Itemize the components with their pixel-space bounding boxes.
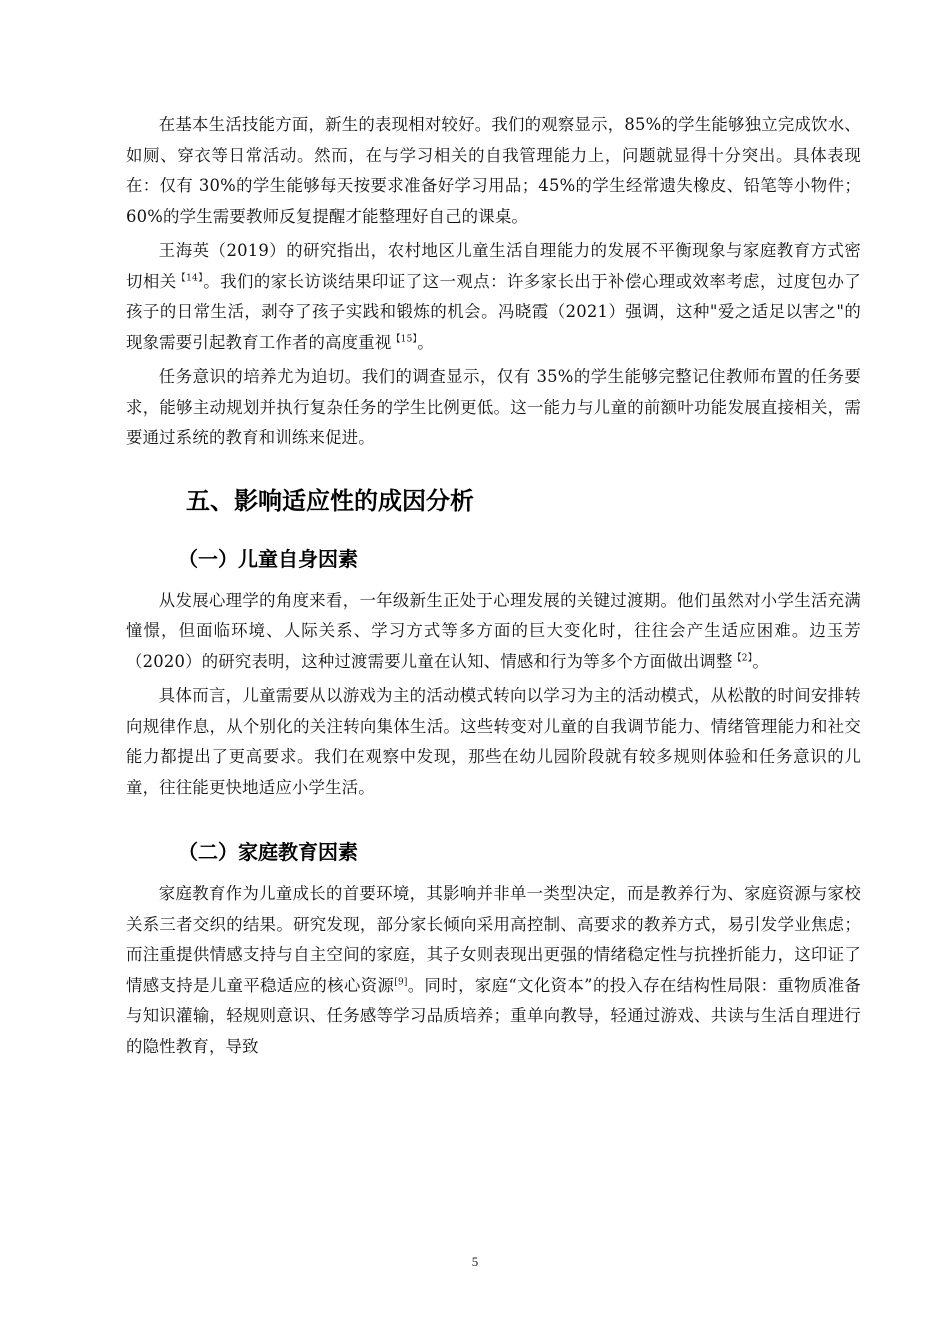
page-body: [126, 110, 861, 1066]
paragraph-text: 。同时，家庭“文化资本”的投入存在结构性局限：重物质准备与知识灌输，轻规则意识、任务感等学习品质培养；重单向教导，轻通过游戏、共读与生活自理进行的隐性教育，导致: [126, 975, 862, 1056]
paragraph-family-education: [126, 879, 861, 1062]
paragraph-text: 从发展心理学的角度来看，一年级新生正处于心理发展的关键过渡期。他们虽然对小学生活充满憧憬，但面临环境、人际关系、学习方式等多方面的巨大变化时，往往会产生适应困难。边玉芳（2020）的研究表明，这种过渡需要儿童在认知、情感和行为等多个方面做出调整: [126, 590, 861, 671]
paragraph-text: 家庭教育作为儿童成长的首要环境，其影响并非单一类型决定，而是教养行为、家庭资源与家校关系三者交织的结果。研究发现，部分家长倾向采用高控制、高要求的教养方式，易引发学业焦虑；而注重提供情感支持与自主空间的家庭，其子女则表现出更强的情绪稳定性与抗挫折能力，这印证了情感支持是儿童平稳适应的核心资源: [126, 884, 861, 995]
page-number: 5: [471, 1254, 479, 1269]
paragraph-text: 。: [752, 651, 770, 671]
subsection-heading-child-factors: （一）儿童自身因素: [178, 546, 358, 571]
citation-14: 【14】: [176, 273, 204, 284]
paragraph-text: 。我们的家长访谈结果印证了这一观点：许多家长出于补偿心理或效率考虑，过度包办了孩子的日常生活，剥夺了孩子实践和锻炼的机会。冯晓霞（2021）强调，这种"爱之适足以害之"的现象需要引起教育工作者的高度重视: [126, 271, 861, 352]
citation-2: 【2】: [732, 653, 753, 664]
paragraph-text: 王海英（2019）的研究指出，农村地区儿童生活自理能力的发展不平衡现象与家庭教育方式密切相关: [126, 241, 861, 291]
section-heading-5: 五、影响适应性的成因分析: [186, 486, 474, 515]
subsection-heading-family-factors: （二）家庭教育因素: [178, 840, 358, 864]
paragraph-text: 在基本生活技能方面，新生的表现相对较好。我们的观察显示，85%的学生能够独立完成饮水、如厕、穿衣等日常活动。然而，在与学习相关的自我管理能力上，问题就显得十分突出。具体表现在：仅有 30%的学生能够每天按要求准备好学习用品；45%的学生经常遗失橡皮、铅笔等小物件；60%的学生需要教师反复提醒才能整理好自己的课桌。: [126, 115, 861, 226]
paragraph-text: 具体而言，儿童需要从以游戏为主的活动模式转向以学习为主的活动模式，从松散的时间安排转向规律作息，从个别化的关注转向集体生活。这些转变对儿童的自我调节能力、情绪管理能力和社交能力都提出了更高要求。我们在观察中发现，那些在幼儿园阶段就有较多规则体验和任务意识的儿童，往往能更快地适应小学生活。: [126, 686, 861, 797]
paragraph-wang-haiying: [126, 236, 861, 358]
paragraph-text: 。: [417, 332, 434, 352]
citation-9: [9]: [394, 977, 408, 988]
paragraph-life-skills: [126, 110, 861, 232]
paragraph-task-awareness: [126, 362, 861, 454]
paragraph-activity-mode: [126, 681, 861, 803]
paragraph-text: 任务意识的培养尤为迫切。我们的调查显示，仅有 35%的学生能够完整记住教师布置的任务要求，能够主动规划并执行复杂任务的学生比例更低。这一能力与儿童的前额叶功能发展直接相关，需要通过系统的教育和训练来促进。: [126, 367, 861, 447]
paragraph-developmental-psychology: [126, 586, 861, 678]
citation-15: 【15】: [391, 334, 418, 345]
